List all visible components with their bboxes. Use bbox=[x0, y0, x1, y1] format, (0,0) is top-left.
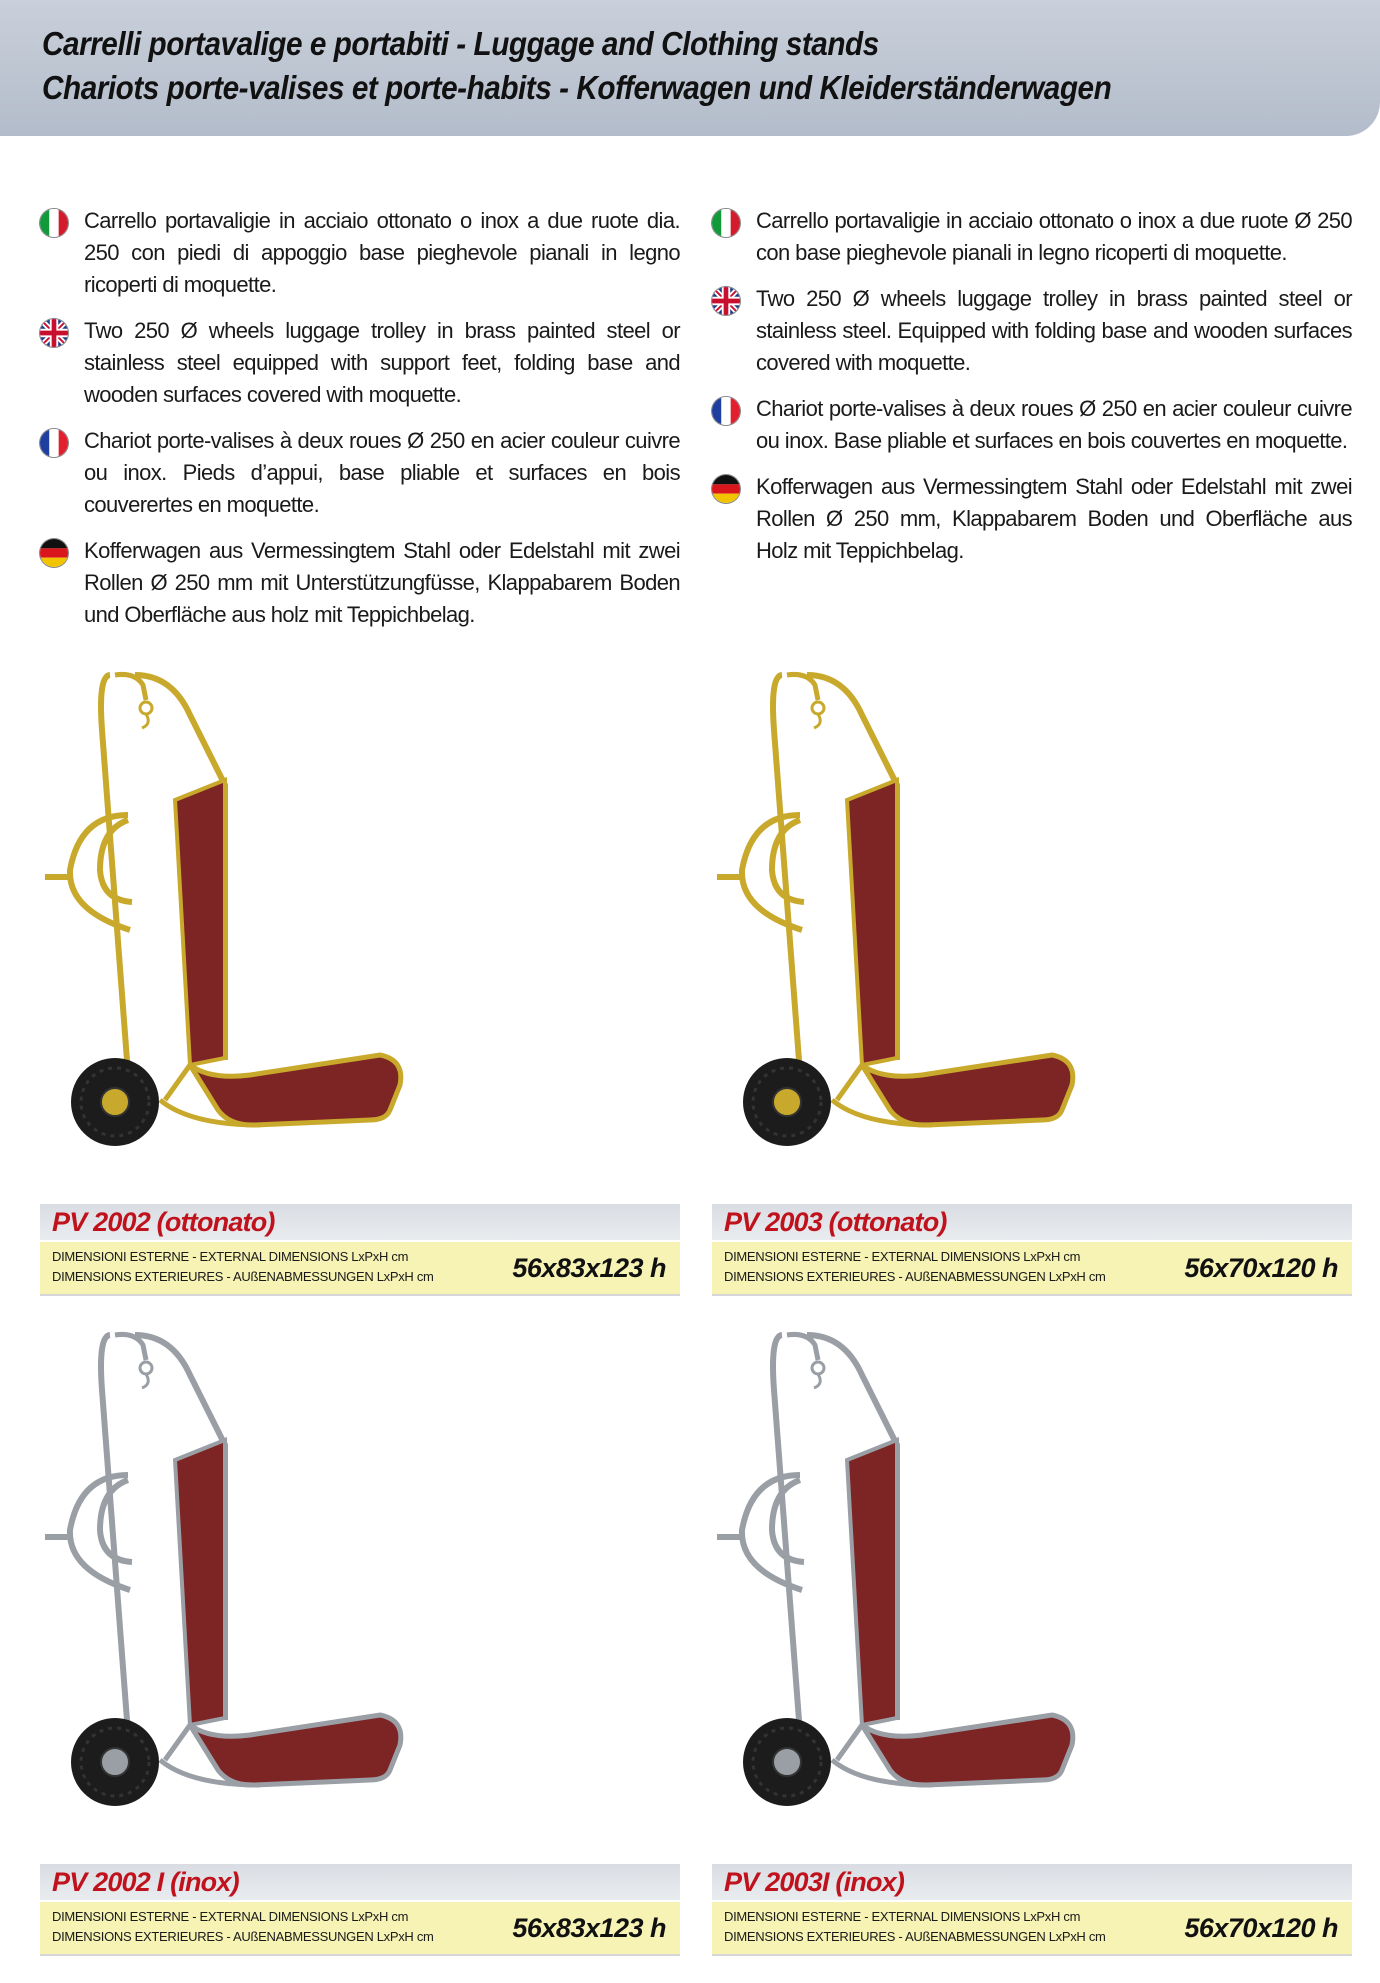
dimensions-labels: DIMENSIONI ESTERNE - EXTERNAL DIMENSIONS LxPxH cm DIMENSIONS EXTERIEURES - AUßENABMESSUNGEN LxPxH cm bbox=[724, 1249, 1106, 1284]
header-title-line-1: Carrelli portavalige e portabiti - Luggage and Clothing stands bbox=[42, 25, 879, 62]
germany-flag-icon bbox=[40, 539, 68, 567]
italy-flag-icon bbox=[40, 209, 68, 237]
dimensions-labels: DIMENSIONI ESTERNE - EXTERNAL DIMENSIONS LxPxH cm DIMENSIONS EXTERIEURES - AUßENABMESSUNGEN LxPxH cm bbox=[724, 1909, 1106, 1944]
description-text: Kofferwagen aus Vermessingtem Stahl oder Edelstahl mit zwei Rollen Ø 250 mm, Klappabarem Boden und Oberfläche aus Holz mit Teppichbelag. bbox=[756, 474, 1352, 563]
header-title-line-2: Chariots porte-valises et porte-habits - Kofferwagen und Kleiderständerwagen bbox=[42, 69, 1112, 106]
product-code: PV 2003 (ottonato) bbox=[712, 1204, 1352, 1240]
description-column-left bbox=[40, 205, 680, 645]
dimensions-value: 56x83x123 h bbox=[512, 1913, 666, 1943]
description-italian bbox=[712, 205, 1352, 269]
uk-flag-icon bbox=[712, 287, 740, 315]
description-french bbox=[712, 393, 1352, 457]
description-text: Chariot porte-valises à deux roues Ø 250 en acier couleur cuivre ou inox. Pieds d’appui, base pliable et surfaces en bois couverertes en moquette. bbox=[84, 428, 680, 517]
dimensions-row bbox=[712, 1240, 1352, 1294]
france-flag-icon bbox=[712, 397, 740, 425]
description-german bbox=[712, 471, 1352, 567]
description-english bbox=[40, 315, 680, 411]
italy-flag-icon bbox=[712, 209, 740, 237]
description-column-right bbox=[712, 205, 1352, 581]
dimensions-row bbox=[712, 1900, 1352, 1954]
page-header bbox=[0, 0, 1380, 136]
luggage-trolley-inox-icon bbox=[40, 1330, 680, 1850]
product-pv2003i-inox bbox=[712, 1330, 1352, 1965]
dimensions-labels: DIMENSIONI ESTERNE - EXTERNAL DIMENSIONS LxPxH cm DIMENSIONS EXTERIEURES - AUßENABMESSUNGEN LxPxH cm bbox=[52, 1909, 434, 1944]
dimensions-value: 56x70x120 h bbox=[1184, 1913, 1338, 1943]
luggage-trolley-inox-icon bbox=[712, 1330, 1352, 1850]
germany-flag-icon bbox=[712, 475, 740, 503]
product-code: PV 2002 I (inox) bbox=[40, 1864, 680, 1900]
description-text: Chariot porte-valises à deux roues Ø 250 en acier couleur cuivre ou inox. Base pliable et surfaces en bois couvertes en moquette. bbox=[756, 396, 1352, 453]
description-text: Carrello portavaligie in acciaio ottonato o inox a due ruote dia. 250 con piedi di appoggio base pieghevole pianali in legno ricoperti di moquette. bbox=[84, 208, 680, 297]
dimensions-row bbox=[40, 1900, 680, 1954]
description-italian bbox=[40, 205, 680, 301]
product-code: PV 2002 (ottonato) bbox=[40, 1204, 680, 1240]
product-info-bar bbox=[40, 1204, 680, 1296]
product-pv2002i-inox bbox=[40, 1330, 680, 1965]
description-german bbox=[40, 535, 680, 631]
description-text: Two 250 Ø wheels luggage trolley in brass painted steel or stainless steel. Equipped with folding base and wooden surfaces covered with moquette. bbox=[756, 286, 1352, 375]
product-pv2003-ottonato bbox=[712, 670, 1352, 1305]
uk-flag-icon bbox=[40, 319, 68, 347]
dimensions-row bbox=[40, 1240, 680, 1294]
product-code: PV 2003I (inox) bbox=[712, 1864, 1352, 1900]
description-text: Two 250 Ø wheels luggage trolley in brass painted steel or stainless steel equipped with support feet, folding base and wooden surfaces covered with moquette. bbox=[84, 318, 680, 407]
product-info-bar bbox=[712, 1204, 1352, 1296]
description-text: Kofferwagen aus Vermessingtem Stahl oder Edelstahl mit zwei Rollen Ø 250 mm mit Unterstützungfüsse, Klappabarem Boden und Oberfläche aus holz mit Teppichbelag. bbox=[84, 538, 680, 627]
luggage-trolley-brass-icon bbox=[40, 670, 680, 1190]
product-info-bar bbox=[40, 1864, 680, 1956]
dimensions-value: 56x83x123 h bbox=[512, 1253, 666, 1283]
description-english bbox=[712, 283, 1352, 379]
description-french bbox=[40, 425, 680, 521]
dimensions-value: 56x70x120 h bbox=[1184, 1253, 1338, 1283]
product-info-bar bbox=[712, 1864, 1352, 1956]
france-flag-icon bbox=[40, 429, 68, 457]
product-pv2002-ottonato bbox=[40, 670, 680, 1305]
luggage-trolley-brass-icon bbox=[712, 670, 1352, 1190]
dimensions-labels: DIMENSIONI ESTERNE - EXTERNAL DIMENSIONS LxPxH cm DIMENSIONS EXTERIEURES - AUßENABMESSUNGEN LxPxH cm bbox=[52, 1249, 434, 1284]
description-text: Carrello portavaligie in acciaio ottonato o inox a due ruote Ø 250 con base pieghevole pianali in legno ricoperti di moquette. bbox=[756, 208, 1352, 265]
